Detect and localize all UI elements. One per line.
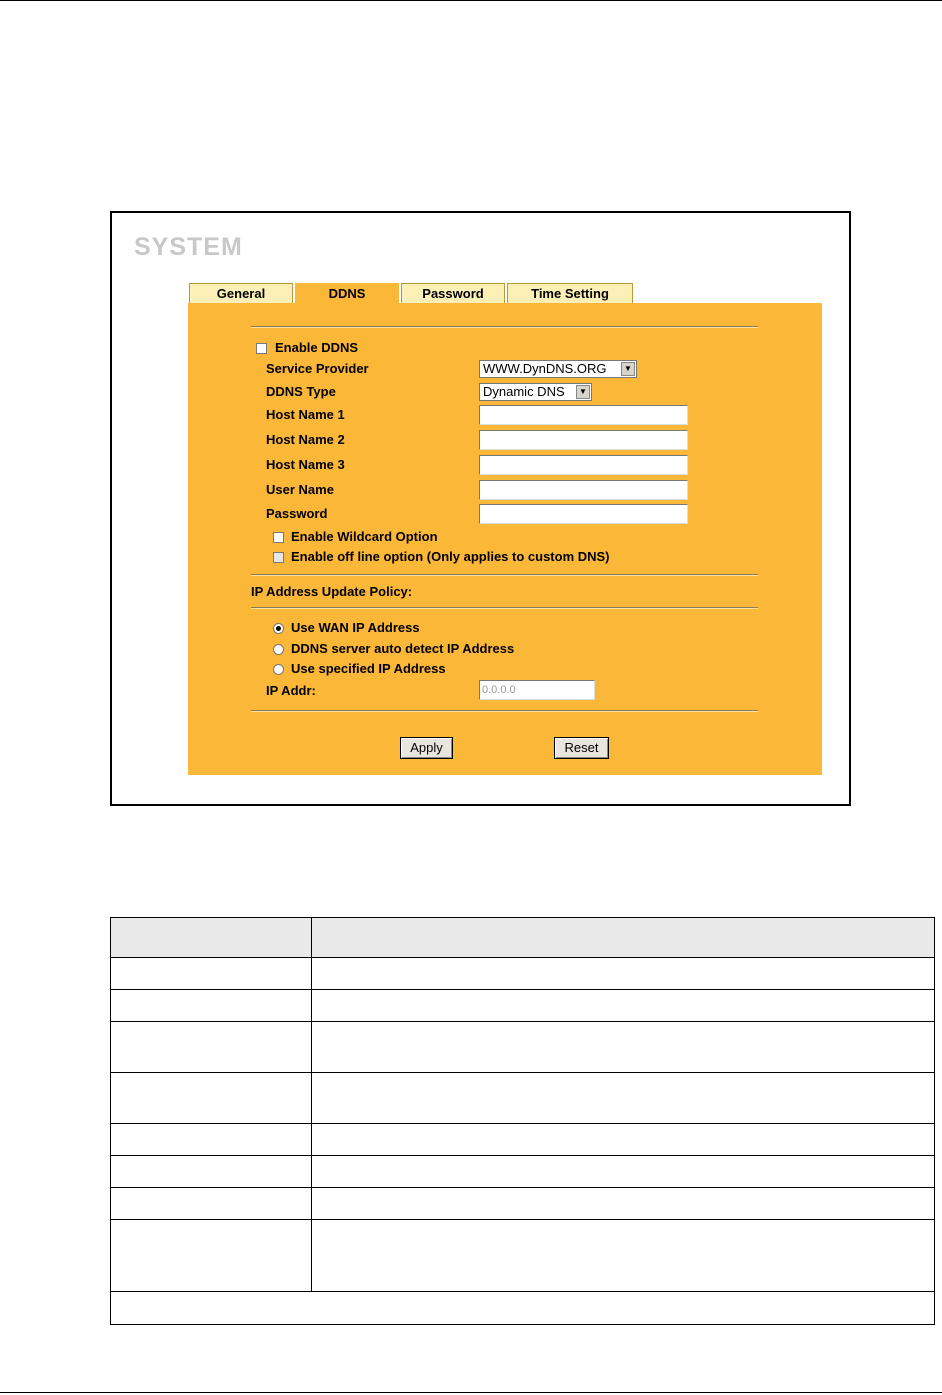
tab-password[interactable]: Password — [401, 283, 505, 303]
offline-label: Enable off line option (Only applies to custom DNS) — [291, 549, 610, 564]
table-row — [111, 1220, 935, 1292]
specified-ip-label: Use specified IP Address — [291, 661, 446, 676]
table-row — [111, 1073, 935, 1124]
table-cell — [111, 990, 312, 1022]
password-label: Password — [266, 506, 328, 521]
table-cell — [312, 990, 935, 1022]
enable-ddns-label: Enable DDNS — [275, 340, 359, 355]
host-name-3-input[interactable] — [479, 455, 688, 475]
specified-ip-radio[interactable] — [273, 664, 284, 675]
password-input[interactable] — [479, 504, 688, 524]
ddns-type-select[interactable] — [479, 383, 592, 401]
tab-general[interactable]: General — [189, 283, 293, 303]
separator — [251, 607, 758, 608]
table-cell — [111, 1156, 312, 1188]
table-cell — [312, 1022, 935, 1073]
ip-addr-input[interactable]: 0.0.0.0 — [479, 680, 595, 700]
host-name-2-label: Host Name 2 — [266, 432, 345, 447]
table-cell — [111, 1188, 312, 1220]
table-cell — [312, 1220, 935, 1292]
apply-button[interactable]: Apply — [400, 737, 453, 759]
offline-checkbox[interactable] — [273, 552, 284, 563]
separator — [251, 710, 758, 711]
use-wan-ip-label: Use WAN IP Address — [291, 620, 420, 635]
table-cell — [312, 1156, 935, 1188]
host-name-2-input[interactable] — [479, 430, 688, 450]
tab-time-setting[interactable]: Time Setting — [507, 283, 633, 303]
table-cell — [111, 1124, 312, 1156]
table-header-cell — [111, 918, 312, 958]
service-provider-value: WWW.DynDNS.ORG — [483, 361, 607, 376]
chevron-down-icon: ▼ — [576, 385, 590, 399]
table-row — [111, 1022, 935, 1073]
host-name-3-label: Host Name 3 — [266, 457, 345, 472]
page-bottom-rule — [0, 1392, 942, 1393]
ddns-panel — [188, 303, 822, 775]
table-cell — [312, 1073, 935, 1124]
use-wan-ip-radio[interactable] — [273, 623, 284, 634]
table-header-cell — [312, 918, 935, 958]
ip-addr-label: IP Addr: — [266, 683, 316, 698]
separator — [251, 574, 758, 575]
reset-button[interactable]: Reset — [554, 737, 609, 759]
ip-policy-heading: IP Address Update Policy: — [251, 584, 413, 599]
table-cell — [312, 958, 935, 990]
page-top-rule — [0, 0, 942, 1]
wildcard-checkbox[interactable] — [273, 532, 284, 543]
table-row — [111, 1188, 935, 1220]
tab-ddns[interactable]: DDNS — [295, 283, 399, 303]
user-name-input[interactable] — [479, 480, 688, 500]
host-name-1-label: Host Name 1 — [266, 407, 345, 422]
table-cell — [111, 1220, 312, 1292]
description-table — [110, 917, 935, 1325]
table-cell — [111, 1292, 935, 1325]
table-cell — [111, 1022, 312, 1073]
table-row — [111, 990, 935, 1022]
table-cell — [111, 1073, 312, 1124]
enable-ddns-checkbox[interactable] — [256, 343, 267, 354]
table-cell — [312, 1188, 935, 1220]
table-row — [111, 1292, 935, 1325]
chevron-down-icon: ▼ — [621, 362, 635, 376]
separator — [251, 326, 758, 327]
ddns-screenshot — [110, 211, 851, 806]
table-cell — [111, 958, 312, 990]
tab-bar — [189, 283, 635, 303]
service-provider-select[interactable] — [479, 360, 637, 378]
system-title: SYSTEM — [134, 233, 243, 261]
table-row — [111, 1156, 935, 1188]
ddns-type-label: DDNS Type — [266, 384, 336, 399]
host-name-1-input[interactable] — [479, 405, 688, 425]
table-row — [111, 1124, 935, 1156]
ddns-type-value: Dynamic DNS — [483, 384, 565, 399]
wildcard-label: Enable Wildcard Option — [291, 529, 438, 544]
auto-detect-ip-label: DDNS server auto detect IP Address — [291, 641, 515, 656]
service-provider-label: Service Provider — [266, 361, 369, 376]
user-name-label: User Name — [266, 482, 334, 497]
table-header-row — [111, 918, 935, 958]
table-cell — [312, 1124, 935, 1156]
auto-detect-ip-radio[interactable] — [273, 644, 284, 655]
table-row — [111, 958, 935, 990]
